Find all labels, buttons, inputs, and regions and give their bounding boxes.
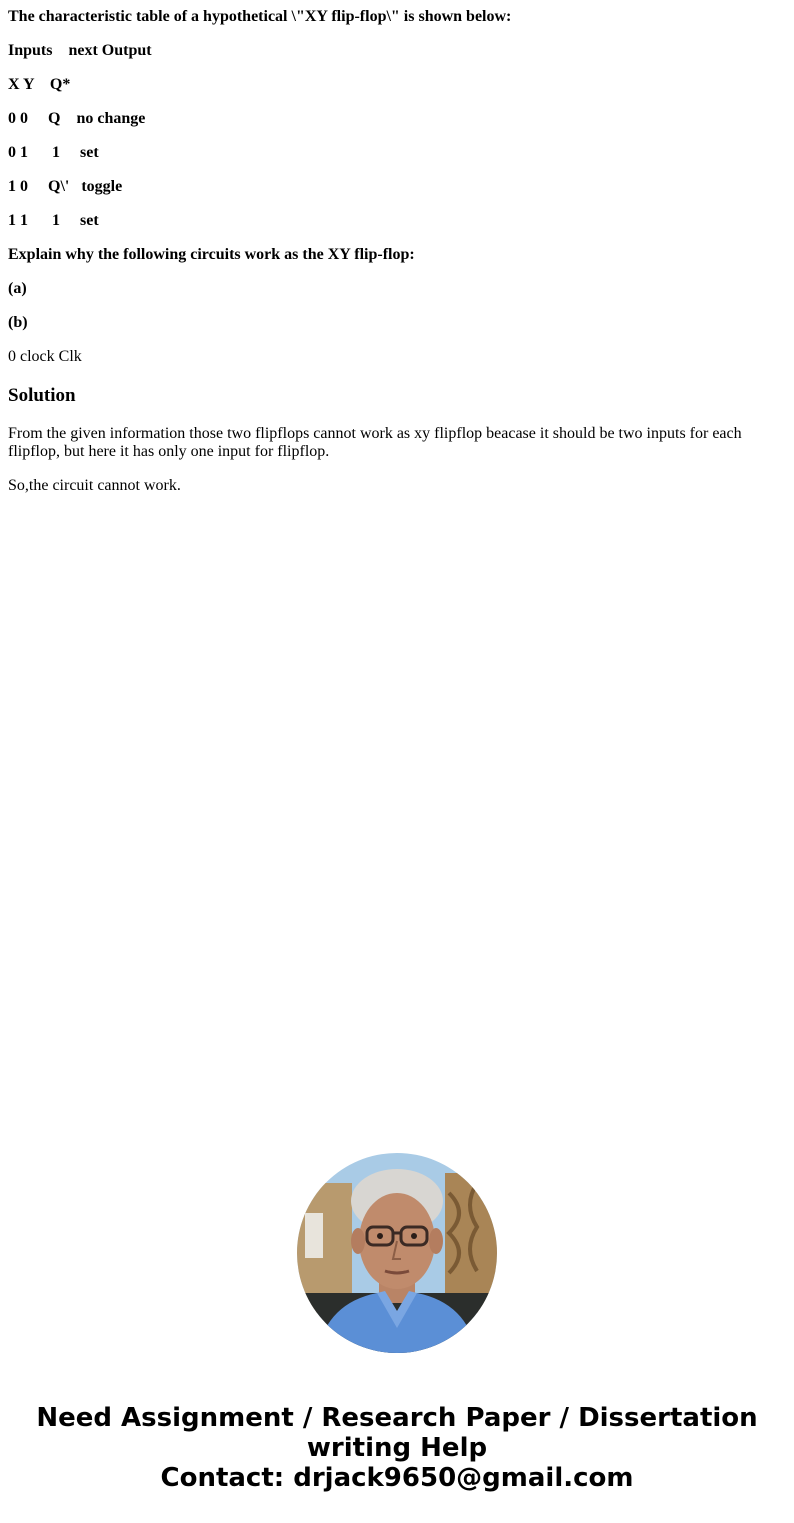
table-row: 0 0 Q no change <box>8 110 146 127</box>
table-row: 0 1 1 set <box>8 144 99 161</box>
footer-email: Contact: drjack9650@gmail.com <box>160 1463 634 1493</box>
image-caption: 0 clock Clk <box>8 348 82 365</box>
table-header-columns: X Y Q* <box>8 76 71 93</box>
question-prompt: Explain why the following circuits work as the XY flip-flop: <box>8 246 415 263</box>
part-a-label: (a) <box>8 280 27 297</box>
question-intro: The characteristic table of a hypothetical \"XY flip-flop\" is shown below: <box>8 8 512 25</box>
avatar <box>297 1153 497 1353</box>
avatar-portrait-icon <box>297 1153 497 1353</box>
table-row: 1 1 1 set <box>8 212 99 229</box>
part-b-label: (b) <box>8 314 28 331</box>
footer-line: Need Assignment / Research Paper / Dissertation <box>36 1403 758 1433</box>
solution-paragraph: From the given information those two flipflops cannot work as xy flipflop beacase it should be two inputs for each flipflop, but here it has only one input for flipflop. <box>8 425 742 460</box>
table-header-inputs: Inputs next Output <box>8 42 152 59</box>
footer-line: writing Help <box>306 1433 488 1463</box>
solution-title: Solution <box>8 385 76 406</box>
footer-contact <box>0 1403 794 1493</box>
solution-conclusion: So,the circuit cannot work. <box>8 477 181 494</box>
table-row: 1 0 Q\' toggle <box>8 178 123 195</box>
